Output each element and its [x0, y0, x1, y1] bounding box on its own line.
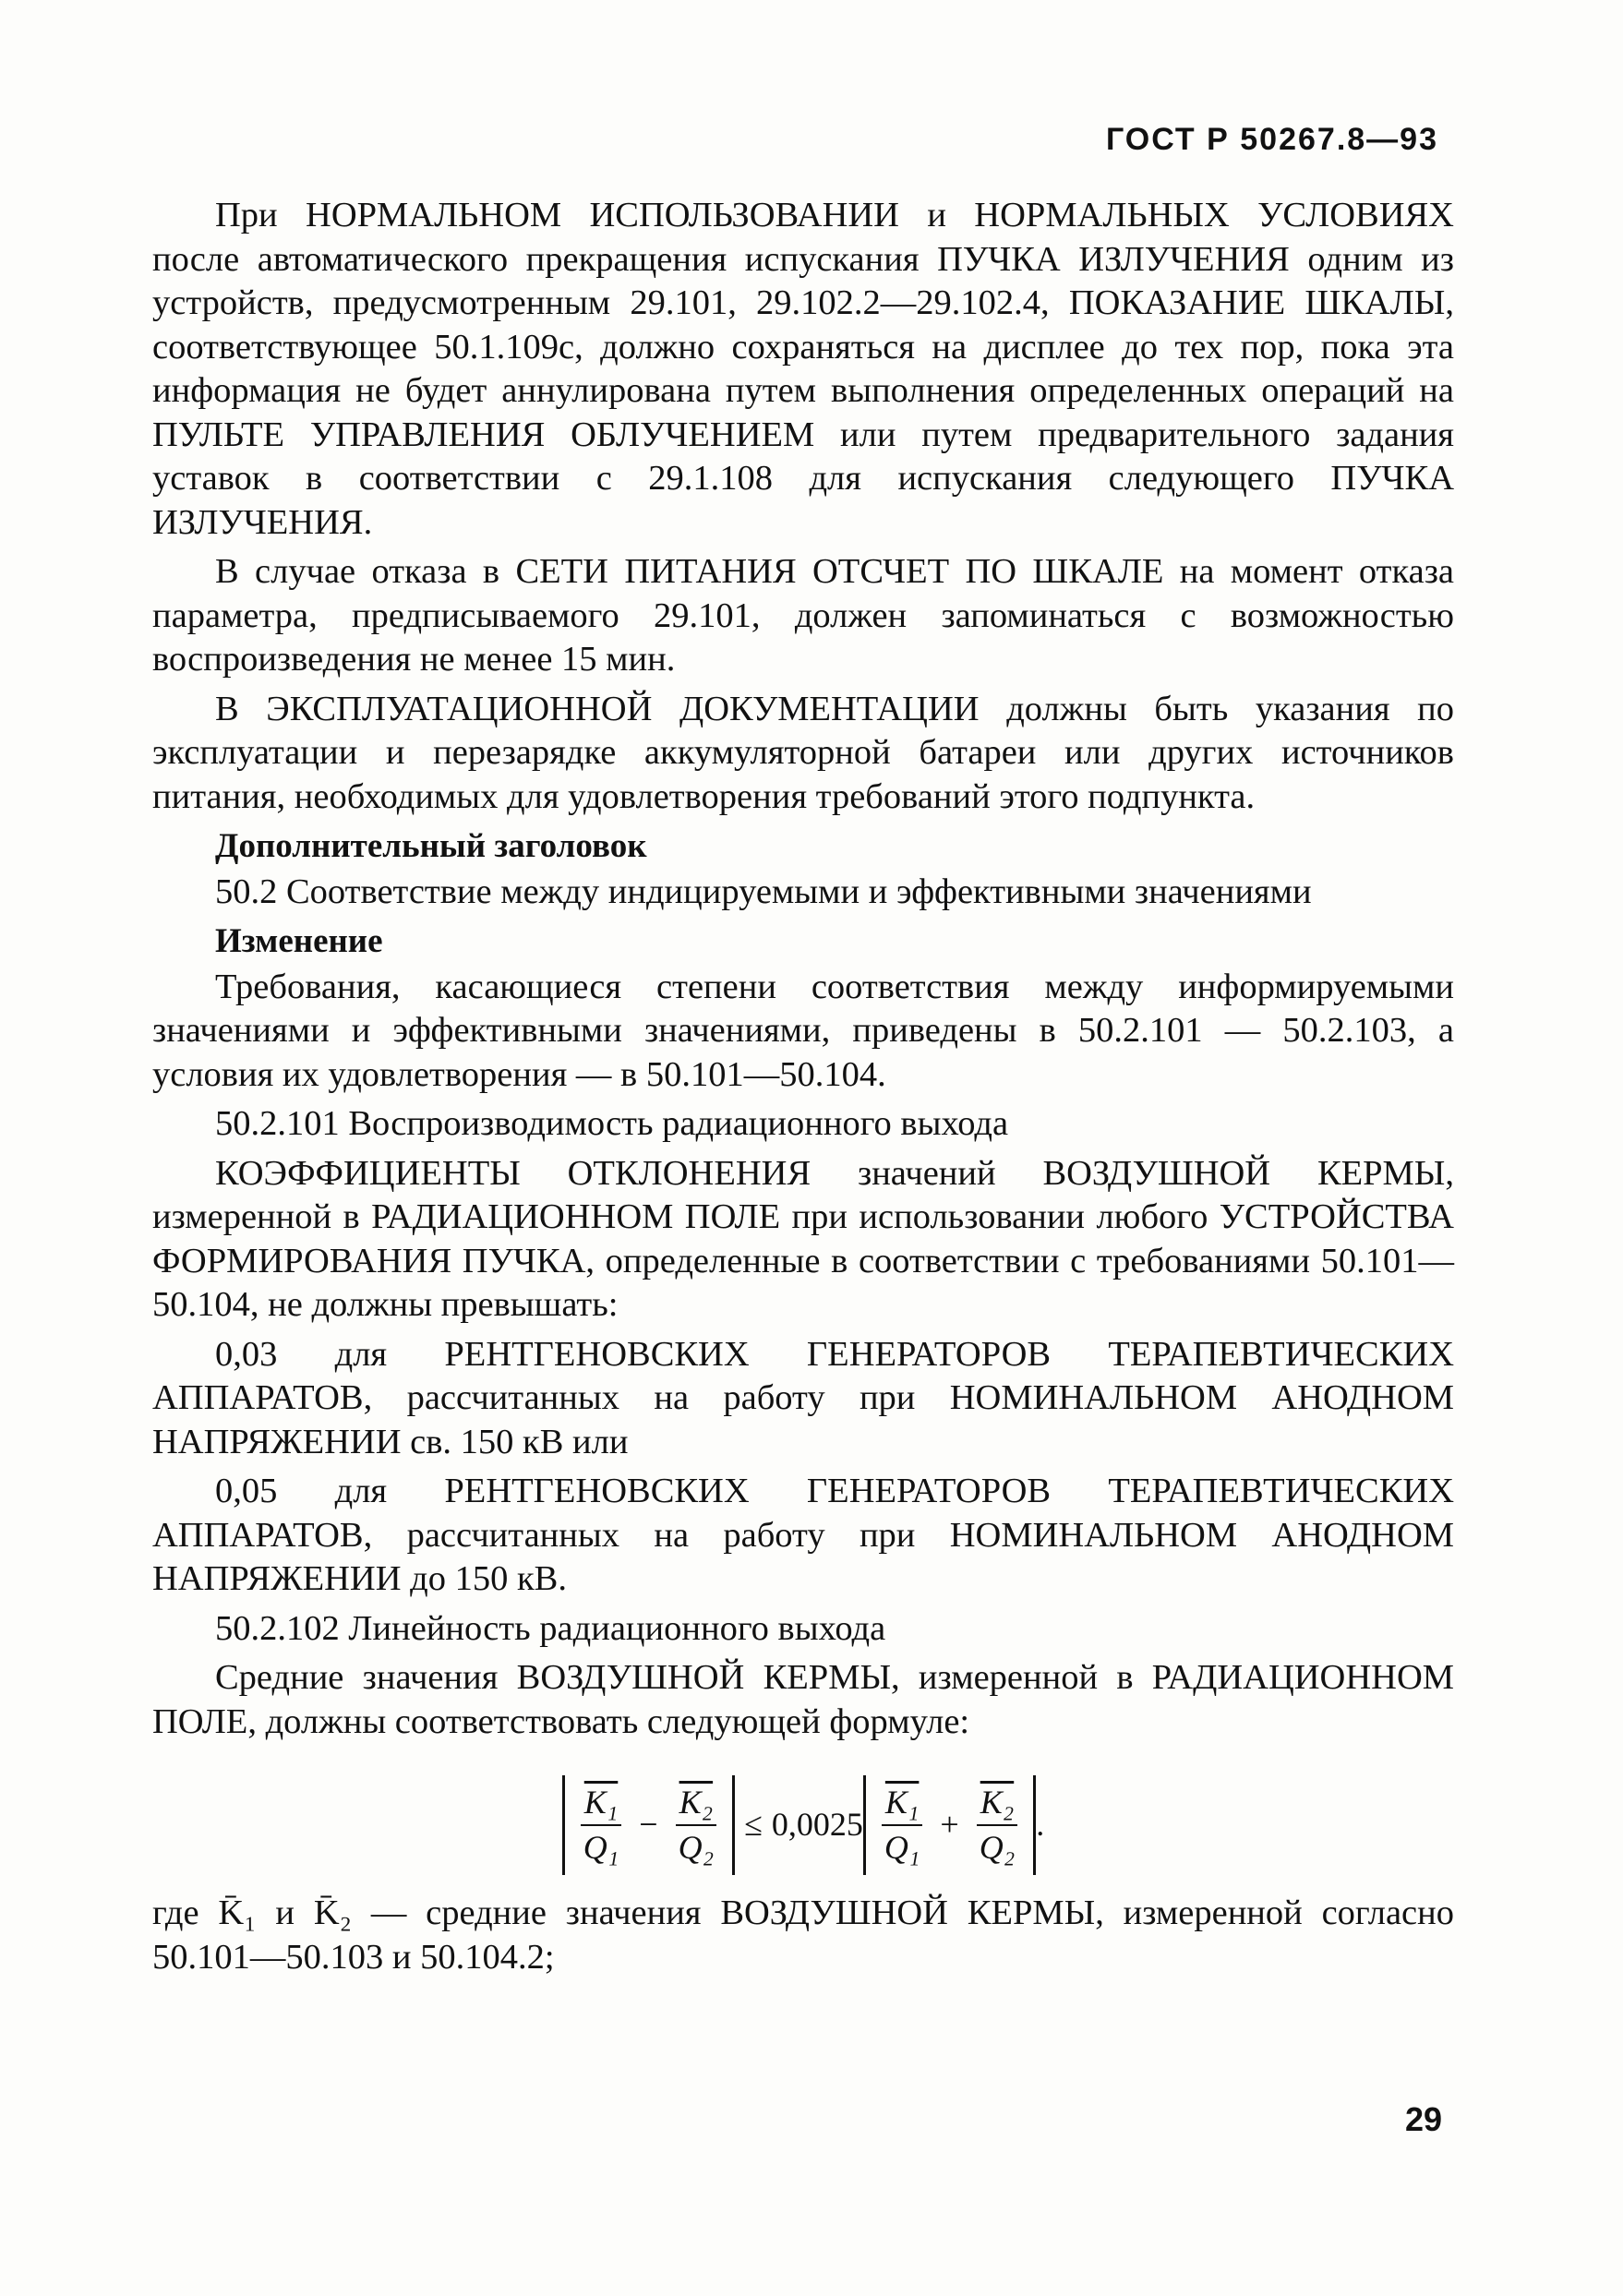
section-heading: Дополнительный заголовок — [215, 827, 647, 865]
formula-abs-left — [562, 1775, 735, 1875]
fraction — [881, 1781, 924, 1870]
document-body — [152, 194, 1454, 1985]
formula-abs-right — [863, 1775, 1036, 1875]
fraction-numerator: K₂ — [977, 1781, 1018, 1827]
paragraph: Требования, касающиеся степени соответствия между информируемыми значениями и эффективными значениями, приведены в 50.2.101 — 50.2.103, а условия их удовлетворения — в 50.101—50.104. — [152, 967, 1454, 1094]
fraction-numerator: K₁ — [581, 1781, 622, 1827]
paragraph: В случае отказа в СЕТИ ПИТАНИЯ ОТСЧЕТ ПО ШКАЛЕ на момент отказа параметра, предписываемого 29.101, должен запоминаться с возможностью воспроизведения не менее 15 мин. — [152, 552, 1454, 679]
formula-operator: + — [940, 1806, 959, 1844]
formula-operator: − — [639, 1806, 658, 1844]
fraction-denominator: Q₂ — [678, 1829, 715, 1866]
section-heading: Изменение — [215, 922, 383, 960]
formula-coefficient: 0,0025 — [771, 1806, 863, 1844]
document-header: ГОСТ Р 50267.8—93 — [1105, 122, 1438, 157]
paragraph: КОЭФФИЦИЕНТЫ ОТКЛОНЕНИЯ значений ВОЗДУШНОЙ КЕРМЫ, измеренной в РАДИАЦИОННОМ ПОЛЕ при использовании любого УСТРОЙСТВА ФОРМИРОВАНИЯ ПУЧКА, определенные в соответствии с требованиями 50.101—50.104, не должны превышать: — [152, 1153, 1454, 1324]
paragraph: 0,05 для РЕНТГЕНОВСКИХ ГЕНЕРАТОРОВ ТЕРАПЕВТИЧЕСКИХ АППАРАТОВ, рассчитанных на работу при НОМИНАЛЬНОМ АНОДНОМ НАПРЯЖЕНИИ до 150 кВ. — [152, 1472, 1454, 1598]
fraction-denominator: Q₁ — [884, 1829, 920, 1866]
fraction — [976, 1781, 1019, 1870]
fraction-denominator: Q₁ — [583, 1829, 619, 1866]
formula-end: . — [1036, 1806, 1045, 1844]
formula — [152, 1775, 1454, 1875]
fraction-numerator: K₂ — [676, 1781, 717, 1827]
paragraph: В ЭКСПЛУАТАЦИОННОЙ ДОКУМЕНТАЦИИ должны быть указания по эксплуатации и перезарядке аккумуляторной батареи или других источников питания, необходимых для удовлетворения требований этого подпункта. — [152, 689, 1454, 816]
page-number: 29 — [1404, 2100, 1442, 2138]
paragraph: 50.2 Соответствие между индицируемыми и эффективными значениями — [215, 872, 1312, 911]
formula-operator: ≤ — [744, 1806, 763, 1844]
paragraph: где K̄₁ и K̄₂ — средние значения ВОЗДУШНОЙ КЕРМЫ, измеренной согласно 50.101—50.103 и 50.104.2; — [152, 1893, 1454, 1977]
fraction-denominator: Q₂ — [979, 1829, 1016, 1866]
paragraph: 50.2.101 Воспроизводимость радиационного выхода — [215, 1104, 1009, 1143]
fraction — [675, 1781, 718, 1870]
fraction — [580, 1781, 623, 1870]
paragraph: 0,03 для РЕНТГЕНОВСКИХ ГЕНЕРАТОРОВ ТЕРАПЕВТИЧЕСКИХ АППАРАТОВ, рассчитанных на работу при НОМИНАЛЬНОМ АНОДНОМ НАПРЯЖЕНИИ св. 150 кВ или — [152, 1334, 1454, 1461]
paragraph: При НОРМАЛЬНОМ ИСПОЛЬЗОВАНИИ и НОРМАЛЬНЫХ УСЛОВИЯХ после автоматического прекращения испускания ПУЧКА ИЗЛУЧЕНИЯ одним из устройств, предусмотренным 29.101, 29.102.2—29.102.4, ПОКАЗАНИЕ ШКАЛЫ, соответствующее 50.1.109с, должно сохраняться на дисплее до тех пор, пока эта информация не будет аннулирована путем выполнения определенных операций на ПУЛЬТЕ УПРАВЛЕНИЯ ОБЛУЧЕНИЕМ или путем предварительного задания уставок в соответствии с 29.1.108 для испускания следующего ПУЧКА ИЗЛУЧЕНИЯ. — [152, 196, 1454, 542]
fraction-numerator: K₁ — [882, 1781, 923, 1827]
paragraph: 50.2.102 Линейность радиационного выхода — [215, 1608, 886, 1648]
paragraph: Средние значения ВОЗДУШНОЙ КЕРМЫ, измеренной в РАДИАЦИОННОМ ПОЛЕ, должны соответствовать следующей формуле: — [152, 1658, 1454, 1741]
